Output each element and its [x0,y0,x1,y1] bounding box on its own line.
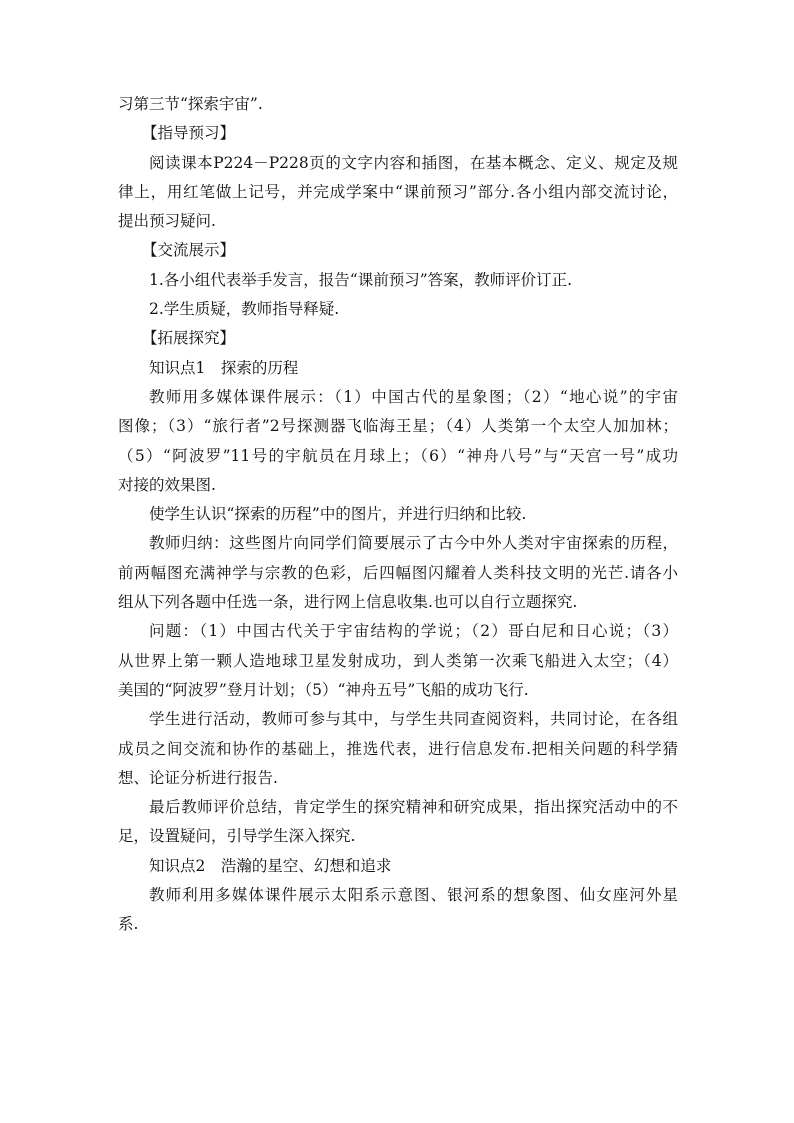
paragraph-line: 成员之间交流和协作的基础上，推选代表，进行信息发布.把相关问题的科学猜 [118,739,678,758]
paragraph-line: 学生进行活动，教师可参与其中，与学生共同查阅资料，共同讨论，在各组 [149,710,678,729]
paragraph-line: 最后教师评价总结，肯定学生的探究精神和研究成果，指出探究活动中的不 [149,798,678,817]
paragraph-line: 教师归纳：这些图片向同学们简要展示了古今中外人类对宇宙探索的历程， [149,534,678,553]
paragraph-line: 美国的“阿波罗”登月计划；（5）“神舟五号”飞船的成功飞行. [118,680,529,699]
paragraph-line: 对接的效果图. [118,475,216,494]
section-heading-exchange: 【交流展示】 [142,241,236,260]
paragraph-line: 系. [118,915,139,934]
paragraph-line: 足，设置疑问，引导学生深入探究. [118,827,356,846]
section-heading-preview: 【指导预习】 [142,124,236,143]
paragraph-line: 图像；（3）“旅行者”2号探测器飞临海王星；（4）人类第一个太空人加加林； [118,417,678,436]
paragraph-line: 问题：（1）中国古代关于宇宙结构的学说；（2）哥白尼和日心说；（3） [149,622,678,641]
paragraph-line: 前两幅图充满神学与宗教的色彩，后四幅图闪耀着人类科技文明的光芒.请各小 [118,563,678,582]
paragraph-line: 律上，用红笔做上记号，并完成学案中“课前预习”部分.各小组内部交流讨论， [118,182,678,201]
paragraph-line: （5）“阿波罗”11号的宇航员在月球上；（6）“神舟八号”与“天宫一号”成功 [118,446,678,465]
knowledge-point-title: 知识点1 探索的历程 [149,358,299,377]
paragraph-line: 教师用多媒体课件展示：（1）中国古代的星象图；（2）“地心说”的宇宙 [149,387,678,406]
section-heading-explore: 【拓展探究】 [142,329,236,348]
paragraph-line: 阅读课本P224－P228页的文字内容和插图，在基本概念、定义、规定及规 [149,153,678,172]
paragraph-line: 想、论证分析进行报告. [118,768,278,787]
paragraph-line: 提出预习疑问. [118,212,216,231]
paragraph-line: 教师利用多媒体课件展示太阳系示意图、银河系的想象图、仙女座河外星 [149,886,678,905]
list-item: 1.各小组代表举手发言，报告“课前预习”答案，教师评价订正. [149,270,573,289]
list-item: 2.学生质疑，教师指导释疑. [149,300,340,319]
paragraph-line: 从世界上第一颗人造地球卫星发射成功，到人类第一次乘飞船进入太空；（4） [118,651,678,670]
paragraph-line: 组从下列各题中任选一条，进行网上信息收集.也可以自行立题探究. [118,593,578,612]
document-page [118,90,678,940]
paragraph-continuation: 习第三节“探索宇宙”. [118,95,263,113]
knowledge-point-title: 知识点2 浩瀚的星空、幻想和追求 [149,856,392,875]
paragraph-line: 使学生认识“探索的历程”中的图片，并进行归纳和比较. [149,505,527,524]
